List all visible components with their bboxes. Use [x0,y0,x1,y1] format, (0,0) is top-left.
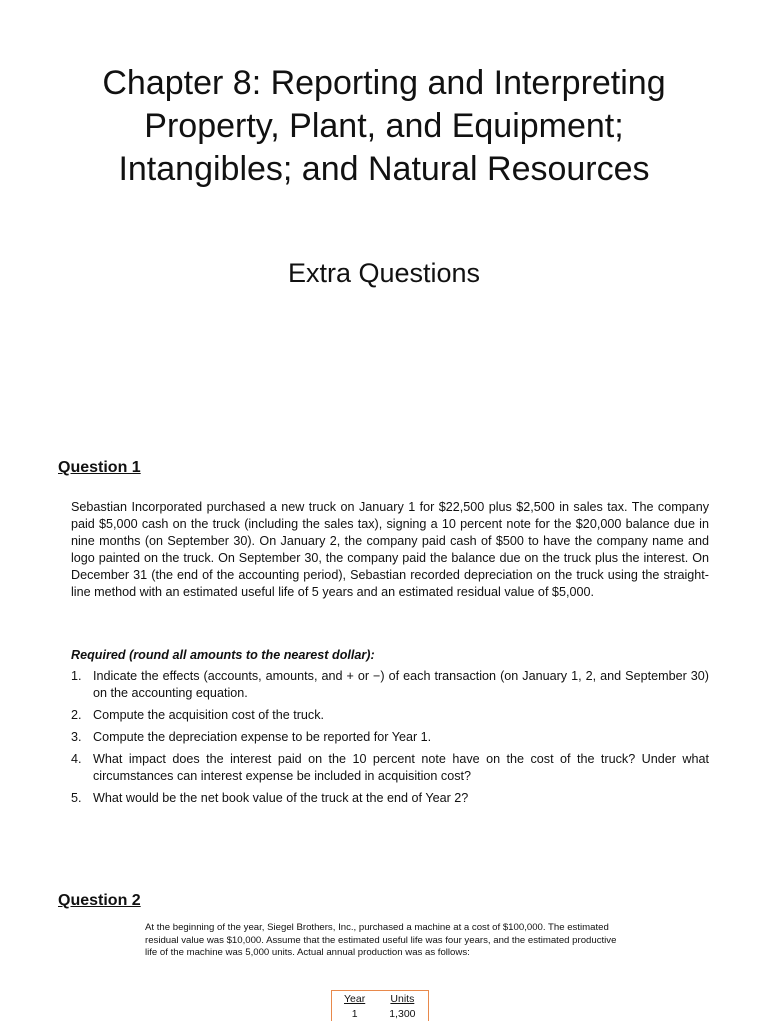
document-title [20,62,748,191]
column-header-label: Year [344,993,366,1005]
column-header [332,991,378,1007]
list-item-number: 1. [71,669,82,683]
list-item-text: Compute the acquisition cost of the truck. [93,708,325,722]
list-item-number: 5. [71,791,82,805]
list-item-number: 2. [71,708,82,722]
list-item-text: Compute the depreciation expense to be reported for Year 1. [93,730,432,744]
list-item-number: 4. [71,752,82,766]
table-cell-units: 1,300 [389,1008,416,1020]
list-item-number: 3. [71,730,82,744]
required-label: Required (round all amounts to the nearest dollar): [71,648,375,662]
list-item [71,707,709,724]
column-header [377,991,428,1007]
question-2-heading: Question 2 [58,892,141,909]
title-line: Property, Plant, and Equipment; [144,107,624,145]
question-1-heading: Question 1 [58,459,141,476]
list-item [71,668,709,702]
title-line: Intangibles; and Natural Resources [118,150,650,188]
list-item [71,790,709,807]
question-1-body: Sebastian Incorporated purchased a new truck on January 1 for $22,500 plus $2,500 in sales tax. The company paid $5,000 cash on the truck (including the sales tax), signing a 10 percent note for the $20,000 balance due in nine months (on September 30). On January 2, the company paid cash of $500 to have the company name and logo painted on the truck. On September 30, the company paid the balance due on the truck plus the interest. On December 31 (the end of the accounting period), Sebastian recorded depreciation on the truck using the straight-line method with an estimated useful life of 5 years and an estimated residual value of $5,000. [71,500,709,599]
required-list [71,668,709,812]
production-table [331,990,429,1021]
list-item-text: What impact does the interest paid on the 10 percent note have on the cost of the truck? Under what circumstances can interest expense be included in acquisition cost? [93,752,709,783]
title-line: Chapter 8: Reporting and Interpreting [102,64,666,102]
list-item [71,751,709,785]
document-subtitle: Extra Questions [287,258,481,288]
question-2-body: At the beginning of the year, Siegel Brothers, Inc., purchased a machine at a cost of $100,000. The estimated residual value was $10,000. Assume that the estimated useful life was four years, and the estimated productive life of the machine was 5,000 units. Actual annual production was as follows: [145,922,617,958]
list-item-text: What would be the net book value of the truck at the end of Year 2? [93,791,469,805]
table-row [332,1006,429,1021]
table-cell-year: 1 [351,1008,358,1020]
list-item-text: Indicate the effects (accounts, amounts, and + or −) of each transaction (on January 1, 2, and September 30) on the accounting equation. [93,669,709,700]
table-header-row [332,991,429,1007]
list-item [71,729,709,746]
column-header-label: Units [390,993,415,1005]
